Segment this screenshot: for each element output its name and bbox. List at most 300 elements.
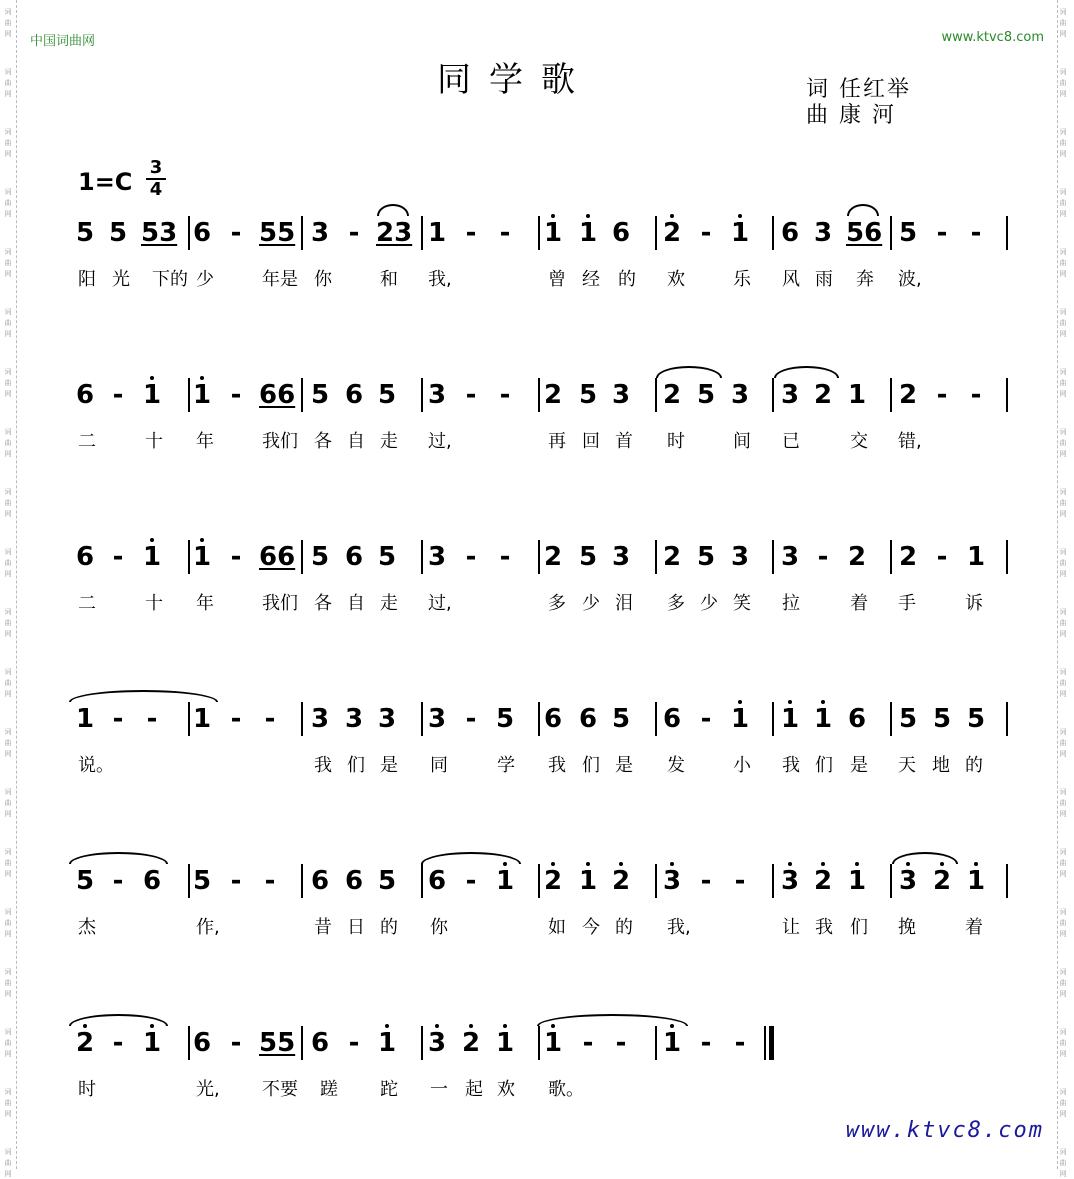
watermark-glyph: 词	[4, 728, 12, 736]
note: 1	[730, 218, 750, 248]
bar-line	[421, 378, 423, 412]
bar-line	[655, 1026, 657, 1060]
lyric-syllable: 二	[78, 431, 96, 452]
watermark-glyph: 词	[1059, 728, 1067, 736]
note: 2	[461, 1028, 481, 1058]
watermark-glyph: 词	[4, 1148, 12, 1156]
note: 1	[495, 866, 515, 896]
watermark-glyph: 曲	[1059, 619, 1067, 627]
note: 1	[966, 866, 986, 896]
watermark-glyph: 词	[4, 368, 12, 376]
watermark-glyph: 词	[1059, 428, 1067, 436]
note: -	[700, 704, 712, 734]
lyric-syllable: 走	[380, 593, 398, 614]
watermark-glyph: 曲	[1059, 739, 1067, 747]
bar-line	[890, 378, 892, 412]
watermark-glyph: 词	[4, 128, 12, 136]
lyric-syllable: 们	[815, 755, 833, 776]
high-octave-dot	[385, 1024, 389, 1028]
watermark-glyph: 词	[4, 308, 12, 316]
note: 3	[427, 542, 447, 572]
lyric-syllable: 十	[145, 431, 163, 452]
note: -	[936, 542, 948, 572]
lyric-syllable: 地	[932, 755, 950, 776]
lyric-syllable: 的	[618, 269, 636, 290]
lyric-syllable: 雨	[815, 269, 833, 290]
lyric-syllable: 过,	[428, 593, 452, 614]
note: 2	[662, 380, 682, 410]
footer-logo[interactable]: www.ktvc8.com	[845, 1118, 1044, 1143]
lyric-syllable: 起	[465, 1079, 483, 1100]
watermark-glyph: 网	[1059, 630, 1067, 638]
bar-line	[890, 702, 892, 736]
lyric-syllable: 多	[548, 593, 566, 614]
watermark-glyph: 曲	[4, 79, 12, 87]
lyric-syllable: 下的	[152, 269, 188, 290]
bar-line	[772, 540, 774, 574]
lyric-syllable: 我,	[428, 269, 452, 290]
lyric-syllable: 少	[196, 269, 214, 290]
bar-line	[301, 864, 303, 898]
lyric-syllable: 诉	[965, 593, 983, 614]
note: -	[112, 1028, 124, 1058]
note: -	[348, 1028, 360, 1058]
note: -	[112, 704, 124, 734]
lyric-syllable: 说。	[78, 755, 114, 776]
watermark-glyph: 网	[4, 810, 12, 818]
lyric-syllable: 昔	[314, 917, 332, 938]
bar-line	[301, 216, 303, 250]
lyric-syllable: 是	[380, 755, 398, 776]
watermark-glyph: 曲	[4, 679, 12, 687]
lyric-syllable: 年是	[262, 269, 298, 290]
watermark-glyph: 词	[4, 908, 12, 916]
final-bar-line	[764, 1026, 766, 1060]
lyric-syllable: 我	[548, 755, 566, 776]
lyric-syllable: 我	[314, 755, 332, 776]
note: 3	[344, 704, 364, 734]
watermark-glyph: 词	[1059, 308, 1067, 316]
note: 3	[780, 380, 800, 410]
watermark-glyph: 网	[4, 690, 12, 698]
bar-line	[772, 378, 774, 412]
bar-line	[301, 1026, 303, 1060]
watermark-glyph: 曲	[1059, 139, 1067, 147]
note: 5	[377, 866, 397, 896]
note: 6	[310, 866, 330, 896]
note: 6	[543, 704, 563, 734]
watermark-glyph: 曲	[4, 19, 12, 27]
note: 3	[780, 542, 800, 572]
watermark-glyph: 网	[4, 870, 12, 878]
time-signature	[146, 158, 166, 200]
watermark-glyph: 网	[4, 270, 12, 278]
high-octave-dot	[551, 862, 555, 866]
lyric-syllable: 着	[965, 917, 983, 938]
watermark-glyph: 曲	[1059, 859, 1067, 867]
site-url[interactable]: www.ktvc8.com	[941, 30, 1044, 45]
bar-line	[655, 702, 657, 736]
watermark-glyph: 曲	[1059, 19, 1067, 27]
note: 1	[578, 866, 598, 896]
watermark-glyph: 网	[4, 150, 12, 158]
note: 1	[495, 1028, 515, 1058]
watermark-glyph: 词	[4, 188, 12, 196]
lyric-syllable: 曾	[548, 269, 566, 290]
note: 1	[75, 704, 95, 734]
bar-line	[421, 702, 423, 736]
note: 5	[966, 704, 986, 734]
lyric-syllable: 少	[582, 593, 600, 614]
watermark-glyph: 网	[4, 750, 12, 758]
watermark-glyph: 曲	[1059, 799, 1067, 807]
lyric-syllable: 的	[615, 917, 633, 938]
note: 3	[310, 704, 330, 734]
bar-line	[890, 864, 892, 898]
note: 5	[310, 380, 330, 410]
note: -	[465, 704, 477, 734]
note: 3	[813, 218, 833, 248]
note: 3	[730, 380, 750, 410]
note: 6	[192, 218, 212, 248]
watermark-glyph: 词	[1059, 1148, 1067, 1156]
slur	[69, 690, 218, 702]
note: 6	[344, 542, 364, 572]
watermark-glyph: 词	[1059, 368, 1067, 376]
bar-line	[538, 864, 540, 898]
composer-credit: 曲 康 河	[806, 103, 896, 128]
note: 1	[543, 1028, 563, 1058]
lyric-syllable: 蹉	[320, 1079, 338, 1100]
slur	[421, 852, 521, 864]
watermark-glyph: 网	[1059, 810, 1067, 818]
note: 1	[813, 704, 833, 734]
note: 5	[578, 542, 598, 572]
note: 5	[377, 542, 397, 572]
watermark-glyph: 词	[1059, 548, 1067, 556]
watermark-glyph: 网	[4, 990, 12, 998]
note: 56	[846, 218, 883, 248]
lyric-syllable: 欢	[667, 269, 685, 290]
bar-line	[421, 216, 423, 250]
lyric-syllable: 时	[78, 1079, 96, 1100]
high-octave-dot	[200, 538, 204, 542]
watermark-glyph: 曲	[4, 439, 12, 447]
lyric-syllable: 你	[314, 269, 332, 290]
lyric-syllable: 学	[497, 755, 515, 776]
watermark-glyph: 网	[1059, 330, 1067, 338]
note: 1	[730, 704, 750, 734]
note: -	[700, 866, 712, 896]
lyric-syllable: 和	[380, 269, 398, 290]
note: 1	[427, 218, 447, 248]
note: 6	[578, 704, 598, 734]
note: 1	[543, 218, 563, 248]
watermark-glyph: 曲	[4, 799, 12, 807]
watermark-glyph: 曲	[1059, 319, 1067, 327]
note: 2	[847, 542, 867, 572]
bar-line	[538, 702, 540, 736]
lyric-syllable: 各	[314, 593, 332, 614]
watermark-glyph: 网	[4, 1050, 12, 1058]
watermark-glyph: 词	[1059, 8, 1067, 16]
note: -	[230, 866, 242, 896]
high-octave-dot	[855, 862, 859, 866]
bar-line	[188, 378, 190, 412]
lyric-syllable: 年	[196, 593, 214, 614]
watermark-glyph: 词	[1059, 68, 1067, 76]
lyric-syllable: 交	[850, 431, 868, 452]
lyric-syllable: 跎	[380, 1079, 398, 1100]
watermark-glyph: 曲	[1059, 1099, 1067, 1107]
watermark-glyph: 网	[4, 510, 12, 518]
note: -	[112, 866, 124, 896]
note: 1	[847, 866, 867, 896]
note: -	[465, 542, 477, 572]
watermark-glyph: 网	[4, 450, 12, 458]
watermark-glyph: 曲	[1059, 79, 1067, 87]
watermark-glyph: 曲	[4, 859, 12, 867]
note: -	[264, 704, 276, 734]
watermark-glyph: 网	[4, 1170, 12, 1178]
lyric-syllable: 泪	[615, 593, 633, 614]
watermark-glyph: 词	[1059, 608, 1067, 616]
bar-line	[772, 702, 774, 736]
lyricist-credit: 词 任红举	[806, 77, 911, 102]
watermark-glyph: 曲	[4, 739, 12, 747]
lyric-syllable: 再	[548, 431, 566, 452]
lyric-syllable: 我	[782, 755, 800, 776]
watermark-glyph: 网	[1059, 750, 1067, 758]
lyric-syllable: 歌。	[548, 1079, 584, 1100]
note: 2	[932, 866, 952, 896]
note: -	[936, 218, 948, 248]
high-octave-dot	[469, 1024, 473, 1028]
note: 66	[259, 380, 296, 410]
watermark-glyph: 词	[4, 488, 12, 496]
note: 53	[141, 218, 178, 248]
watermark-glyph: 网	[4, 90, 12, 98]
watermark-glyph: 曲	[1059, 259, 1067, 267]
watermark-glyph: 网	[4, 390, 12, 398]
bar-line	[655, 216, 657, 250]
lyric-syllable: 发	[667, 755, 685, 776]
watermark-glyph: 曲	[1059, 1039, 1067, 1047]
note: 1	[192, 542, 212, 572]
note: 66	[259, 542, 296, 572]
high-octave-dot	[738, 214, 742, 218]
high-octave-dot	[551, 214, 555, 218]
watermark-glyph: 网	[4, 30, 12, 38]
lyric-syllable: 错,	[898, 431, 922, 452]
note: -	[230, 542, 242, 572]
watermark-glyph: 曲	[1059, 1159, 1067, 1167]
bar-line	[772, 216, 774, 250]
note: 5	[578, 380, 598, 410]
bar-line	[188, 1026, 190, 1060]
note: 6	[427, 866, 447, 896]
note: 6	[611, 218, 631, 248]
note: -	[936, 380, 948, 410]
note: -	[465, 380, 477, 410]
watermark-glyph: 词	[4, 968, 12, 976]
note: 3	[427, 704, 447, 734]
note: 5	[696, 542, 716, 572]
note: 5	[310, 542, 330, 572]
note: 6	[662, 704, 682, 734]
lyric-syllable: 一	[430, 1079, 448, 1100]
note: -	[348, 218, 360, 248]
bar-line	[188, 216, 190, 250]
watermark-glyph: 词	[4, 1028, 12, 1036]
watermark-glyph: 曲	[4, 1159, 12, 1167]
lyric-syllable: 是	[850, 755, 868, 776]
lyric-syllable: 各	[314, 431, 332, 452]
bar-line	[655, 378, 657, 412]
bar-line	[1006, 540, 1008, 574]
note: -	[970, 218, 982, 248]
bar-line	[1006, 702, 1008, 736]
slur	[69, 852, 168, 864]
song-title: 同学歌	[437, 60, 593, 100]
lyric-syllable: 时	[667, 431, 685, 452]
watermark-glyph: 词	[1059, 1088, 1067, 1096]
meter-top: 3	[146, 158, 166, 180]
watermark-glyph: 曲	[1059, 919, 1067, 927]
bar-line	[890, 216, 892, 250]
note: -	[700, 1028, 712, 1058]
note: 2	[75, 1028, 95, 1058]
high-octave-dot	[670, 862, 674, 866]
lyric-syllable: 我,	[667, 917, 691, 938]
note: 1	[966, 542, 986, 572]
note: 1	[578, 218, 598, 248]
watermark-glyph: 网	[1059, 1050, 1067, 1058]
note: 3	[898, 866, 918, 896]
high-octave-dot	[586, 214, 590, 218]
lyric-syllable: 作,	[196, 917, 220, 938]
bar-line	[1006, 216, 1008, 250]
note: 2	[898, 380, 918, 410]
lyric-syllable: 二	[78, 593, 96, 614]
note: 1	[142, 1028, 162, 1058]
note: -	[499, 380, 511, 410]
slur	[69, 1014, 168, 1026]
note: 3	[377, 704, 397, 734]
note: 3	[780, 866, 800, 896]
note: -	[734, 866, 746, 896]
high-octave-dot	[150, 376, 154, 380]
note: 2	[543, 542, 563, 572]
note: 6	[780, 218, 800, 248]
watermark-glyph: 网	[4, 330, 12, 338]
note: 5	[696, 380, 716, 410]
watermark-glyph: 网	[1059, 870, 1067, 878]
watermark-glyph: 网	[1059, 150, 1067, 158]
lyric-syllable: 们	[347, 755, 365, 776]
bar-line	[1006, 378, 1008, 412]
watermark-glyph: 词	[4, 848, 12, 856]
lyric-syllable: 手	[898, 593, 916, 614]
note: 2	[898, 542, 918, 572]
lyric-syllable: 如	[548, 917, 566, 938]
lyric-syllable: 小	[733, 755, 751, 776]
watermark-glyph: 词	[1059, 248, 1067, 256]
high-octave-dot	[974, 862, 978, 866]
note: -	[230, 704, 242, 734]
lyric-syllable: 回	[582, 431, 600, 452]
slur	[377, 204, 409, 216]
slur	[847, 204, 879, 216]
watermark-glyph: 词	[4, 668, 12, 676]
note: -	[970, 380, 982, 410]
note: -	[615, 1028, 627, 1058]
lyric-syllable: 多	[667, 593, 685, 614]
watermark-glyph: 网	[4, 210, 12, 218]
note: -	[230, 1028, 242, 1058]
note: 5	[495, 704, 515, 734]
site-name[interactable]: 中国词曲网	[30, 34, 96, 49]
watermark-glyph: 曲	[1059, 559, 1067, 567]
high-octave-dot	[586, 862, 590, 866]
lyric-syllable: 阳	[78, 269, 96, 290]
watermark-glyph: 词	[4, 608, 12, 616]
note: 1	[142, 542, 162, 572]
lyric-syllable: 天	[898, 755, 916, 776]
note: 1	[377, 1028, 397, 1058]
watermark-glyph: 曲	[4, 319, 12, 327]
note: -	[499, 218, 511, 248]
bar-line	[655, 540, 657, 574]
note: 1	[662, 1028, 682, 1058]
note: -	[264, 866, 276, 896]
watermark-glyph: 网	[4, 630, 12, 638]
watermark-glyph: 曲	[4, 559, 12, 567]
lyric-syllable: 杰	[78, 917, 96, 938]
bar-line	[301, 540, 303, 574]
lyric-syllable: 笑	[733, 593, 751, 614]
watermark-glyph: 词	[4, 1088, 12, 1096]
watermark-glyph: 词	[4, 68, 12, 76]
note: 5	[611, 704, 631, 734]
note: 1	[847, 380, 867, 410]
lyric-syllable: 间	[733, 431, 751, 452]
note: 3	[611, 542, 631, 572]
watermark-glyph: 网	[1059, 690, 1067, 698]
note: -	[230, 218, 242, 248]
note: 3	[730, 542, 750, 572]
lyric-syllable: 欢	[497, 1079, 515, 1100]
note: 3	[427, 380, 447, 410]
watermark-glyph: 网	[1059, 930, 1067, 938]
lyric-syllable: 日	[347, 917, 365, 938]
note: -	[734, 1028, 746, 1058]
bar-line	[538, 540, 540, 574]
note: -	[112, 380, 124, 410]
high-octave-dot	[788, 862, 792, 866]
note: -	[465, 218, 477, 248]
note: 5	[377, 380, 397, 410]
lyric-syllable: 年	[196, 431, 214, 452]
high-octave-dot	[738, 700, 742, 704]
watermark-glyph: 词	[1059, 788, 1067, 796]
note: 2	[813, 866, 833, 896]
lyric-syllable: 我们	[262, 431, 298, 452]
watermark-glyph: 网	[1059, 30, 1067, 38]
note: 5	[932, 704, 952, 734]
note: 2	[662, 542, 682, 572]
watermark-glyph: 网	[1059, 990, 1067, 998]
